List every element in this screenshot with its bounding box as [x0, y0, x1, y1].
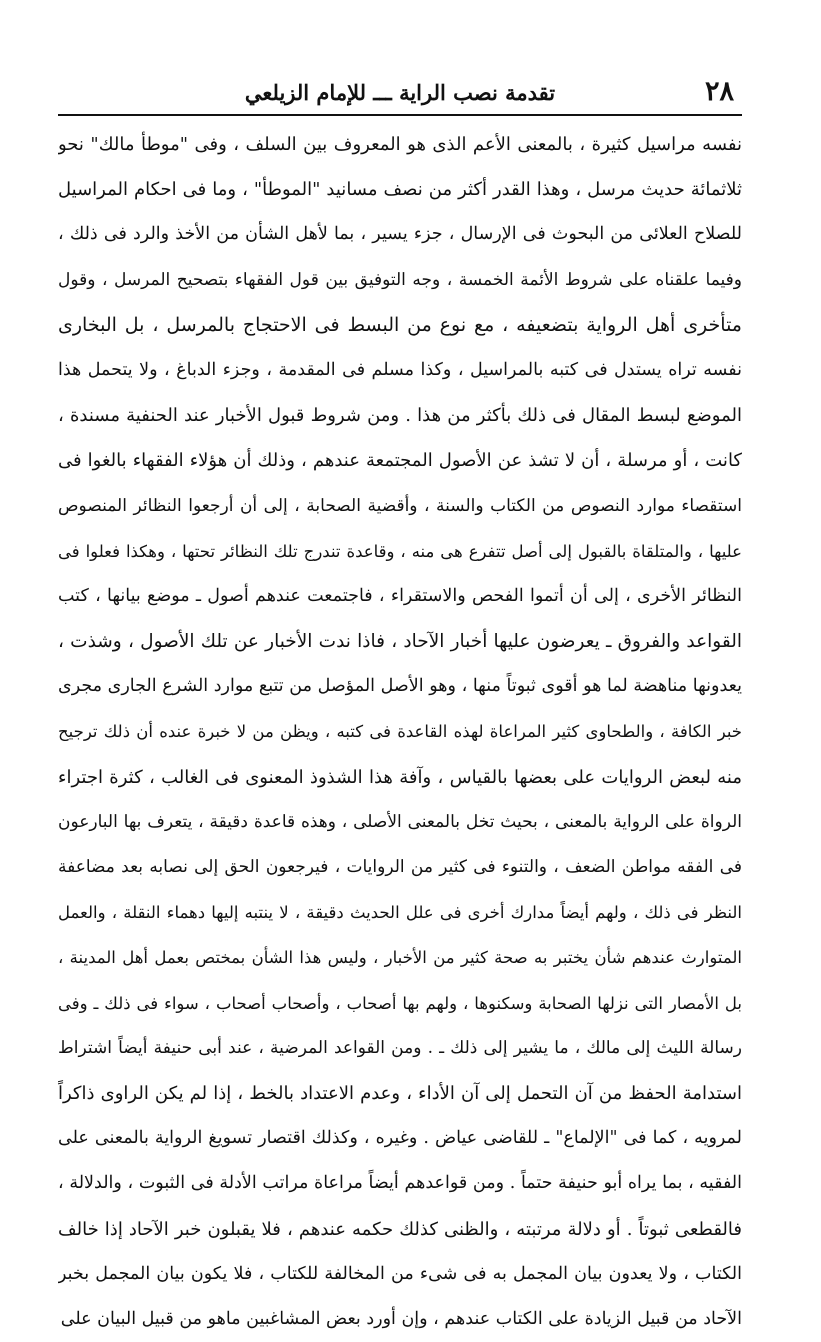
text-line: لمرويه ، كما فى "الإلماع" ـ للقاضى عياض . وغيره ، وكذلك اقتصار تسويغ الرواية بالمعنى على [58, 1128, 742, 1149]
text-line: وفيما علقناه على شروط الأئمة الخمسة ، وجه التوفيق بين قول الفقهاء بتصحيح المرسل ، وقول [58, 269, 742, 290]
text-line: ثلاثمائة حديث مرسل ، وهذا القدر أكثر من نصف مسانيد "الموطأ" ، وما فى احكام المراسيل [58, 179, 742, 201]
text-line: استدامة الحفظ من آن التحمل إلى آن الأداء ، وعدم الاعتداد بالخط ، إذا لم يكن الراوى ذاكراً [58, 1082, 742, 1104]
text-line: خبر الكافة ، والطحاوى كثير المراعاة لهذه القاعدة فى كتبه ، ويظن من لا خبرة عنده أن ذلك ترجيح [58, 722, 742, 742]
text-line: نفسه مراسيل كثيرة ، بالمعنى الأعم الذى هو المعروف بين السلف ، وفى "موطأ مالك" نحو [58, 134, 742, 155]
text-line: الرواة على الرواية بالمعنى ، بحيث تخل بالمعنى الأصلى ، وهذه قاعدة دقيقة ، يتعرف بها البارعون [58, 811, 742, 832]
body-text [58, 122, 742, 1342]
text-line: يعدونها مناهضة لما هو أقوى ثبوتاً منها ، وهو الأصل المؤصل من تتبع موارد الشرع الجارى مجرى [58, 676, 742, 697]
text-line: الآحاد من قبيل الزيادة على الكتاب عندهم ، وإن أورد بعض المشاغبين ماهو من قبيل البيان على [60, 1308, 742, 1329]
text-line: المتوارث عندهم شأن يختبر به صحة كثير من الأخبار ، وليس هذا الشأن بمختص بعمل أهل المدينة ، [58, 948, 742, 968]
text-line: للصلاح العلائى من البحوث فى الإرسال ، جزء يسير ، بما لأهل الشأن من الأخذ والرد فى ذلك ، [58, 224, 742, 245]
text-line: عليها ، والمتلقاة بالقبول إلى أصل تتفرع هى منه ، وقاعدة تندرج تلك النظائر تحتها ، وهكذا فعلوا فى [58, 541, 742, 561]
text-line: كانت ، أو مرسلة ، أن لا تشذ عن الأصول المجتمعة عندهم ، وذلك أن هؤلاء الفقهاء بالغوا فى [58, 450, 742, 472]
text-line: النظائر الأخرى ، إلى أن أتموا الفحص والاستقراء ، فاجتمعت عندهم أصول ـ موضع بيانها ، كتب [58, 585, 742, 606]
text-line: النظر فى ذلك ، ولهم أيضاً مدارك أخرى فى علل الحديث دقيقة ، لا ينتبه إليها دهماء النقلة ، والعمل [58, 903, 742, 923]
header-rule [58, 114, 742, 116]
text-line: متأخرى أهل الرواية بتضعيفه ، مع نوع من البسط فى الاحتجاج بالمرسل ، بل البخارى [58, 313, 742, 336]
text-line: رسالة الليث إلى مالك ، ما يشير إلى ذلك ـ . ومن القواعد المرضية ، عند أبى حنيفة أيضاً اشتراط [58, 1037, 742, 1058]
text-line: القواعد والفروق ـ يعرضون عليها أخبار الآحاد ، فاذا ندت الأخبار عن تلك الأصول ، وشذت ، [58, 631, 742, 653]
text-line: الكتاب ، ولا يعدون بيان المجمل به فى شىء من المخالفة للكتاب ، فلا يكون بيان المجمل بخبر [58, 1263, 742, 1284]
text-line: فى الفقه مواطن الضعف ، والتنوء فى كثير من الروايات ، فيرجعون الحق إلى نصابه بعد مضاعفة [58, 857, 742, 877]
text-line: فالقطعى ثبوتاً . أو دلالة مرتبته ، والظنى كذلك حكمه عندهم ، فلا يقبلون خبر الآحاد إذا خالف [58, 1218, 742, 1240]
page-number: ٢٨ [704, 76, 734, 107]
text-line: الموضع لبسط المقال فى ذلك بأكثر من هذا . ومن شروط قبول الأخبار عند الحنفية مسندة ، [58, 405, 742, 427]
text-line: استقصاء موارد النصوص من الكتاب والسنة ، وأقضية الصحابة ، إلى أن أرجعوا النظائر المنصوص [58, 495, 742, 516]
text-line: منه لبعض الروايات على بعضها بالقياس ، وآفة هذا الشذوذ المعنوى فى الغالب ، كثرة اجتراء [58, 766, 742, 788]
text-line: نفسه تراه يستدل فى كتبه بالمراسيل ، وكذا مسلم فى المقدمة ، وجزء الدباغ ، ولا يتحمل هذا [58, 359, 742, 380]
running-title: تقدمة نصب الراية ـــ للإمام الزيلعي [244, 80, 556, 105]
text-line: الفقيه ، بما يراه أبو حنيفة حتماً . ومن قواعدهم أيضاً مراعاة مراتب الأدلة فى الثبوت ، والدلالة ، [58, 1173, 742, 1194]
text-line: بل الأمصار التى نزلها الصحابة وسكنوها ، ولهم بها أصحاب ، وأصحاب أصحاب ، سواء فى ذلك ـ وفى [58, 993, 742, 1013]
running-header [58, 72, 742, 112]
